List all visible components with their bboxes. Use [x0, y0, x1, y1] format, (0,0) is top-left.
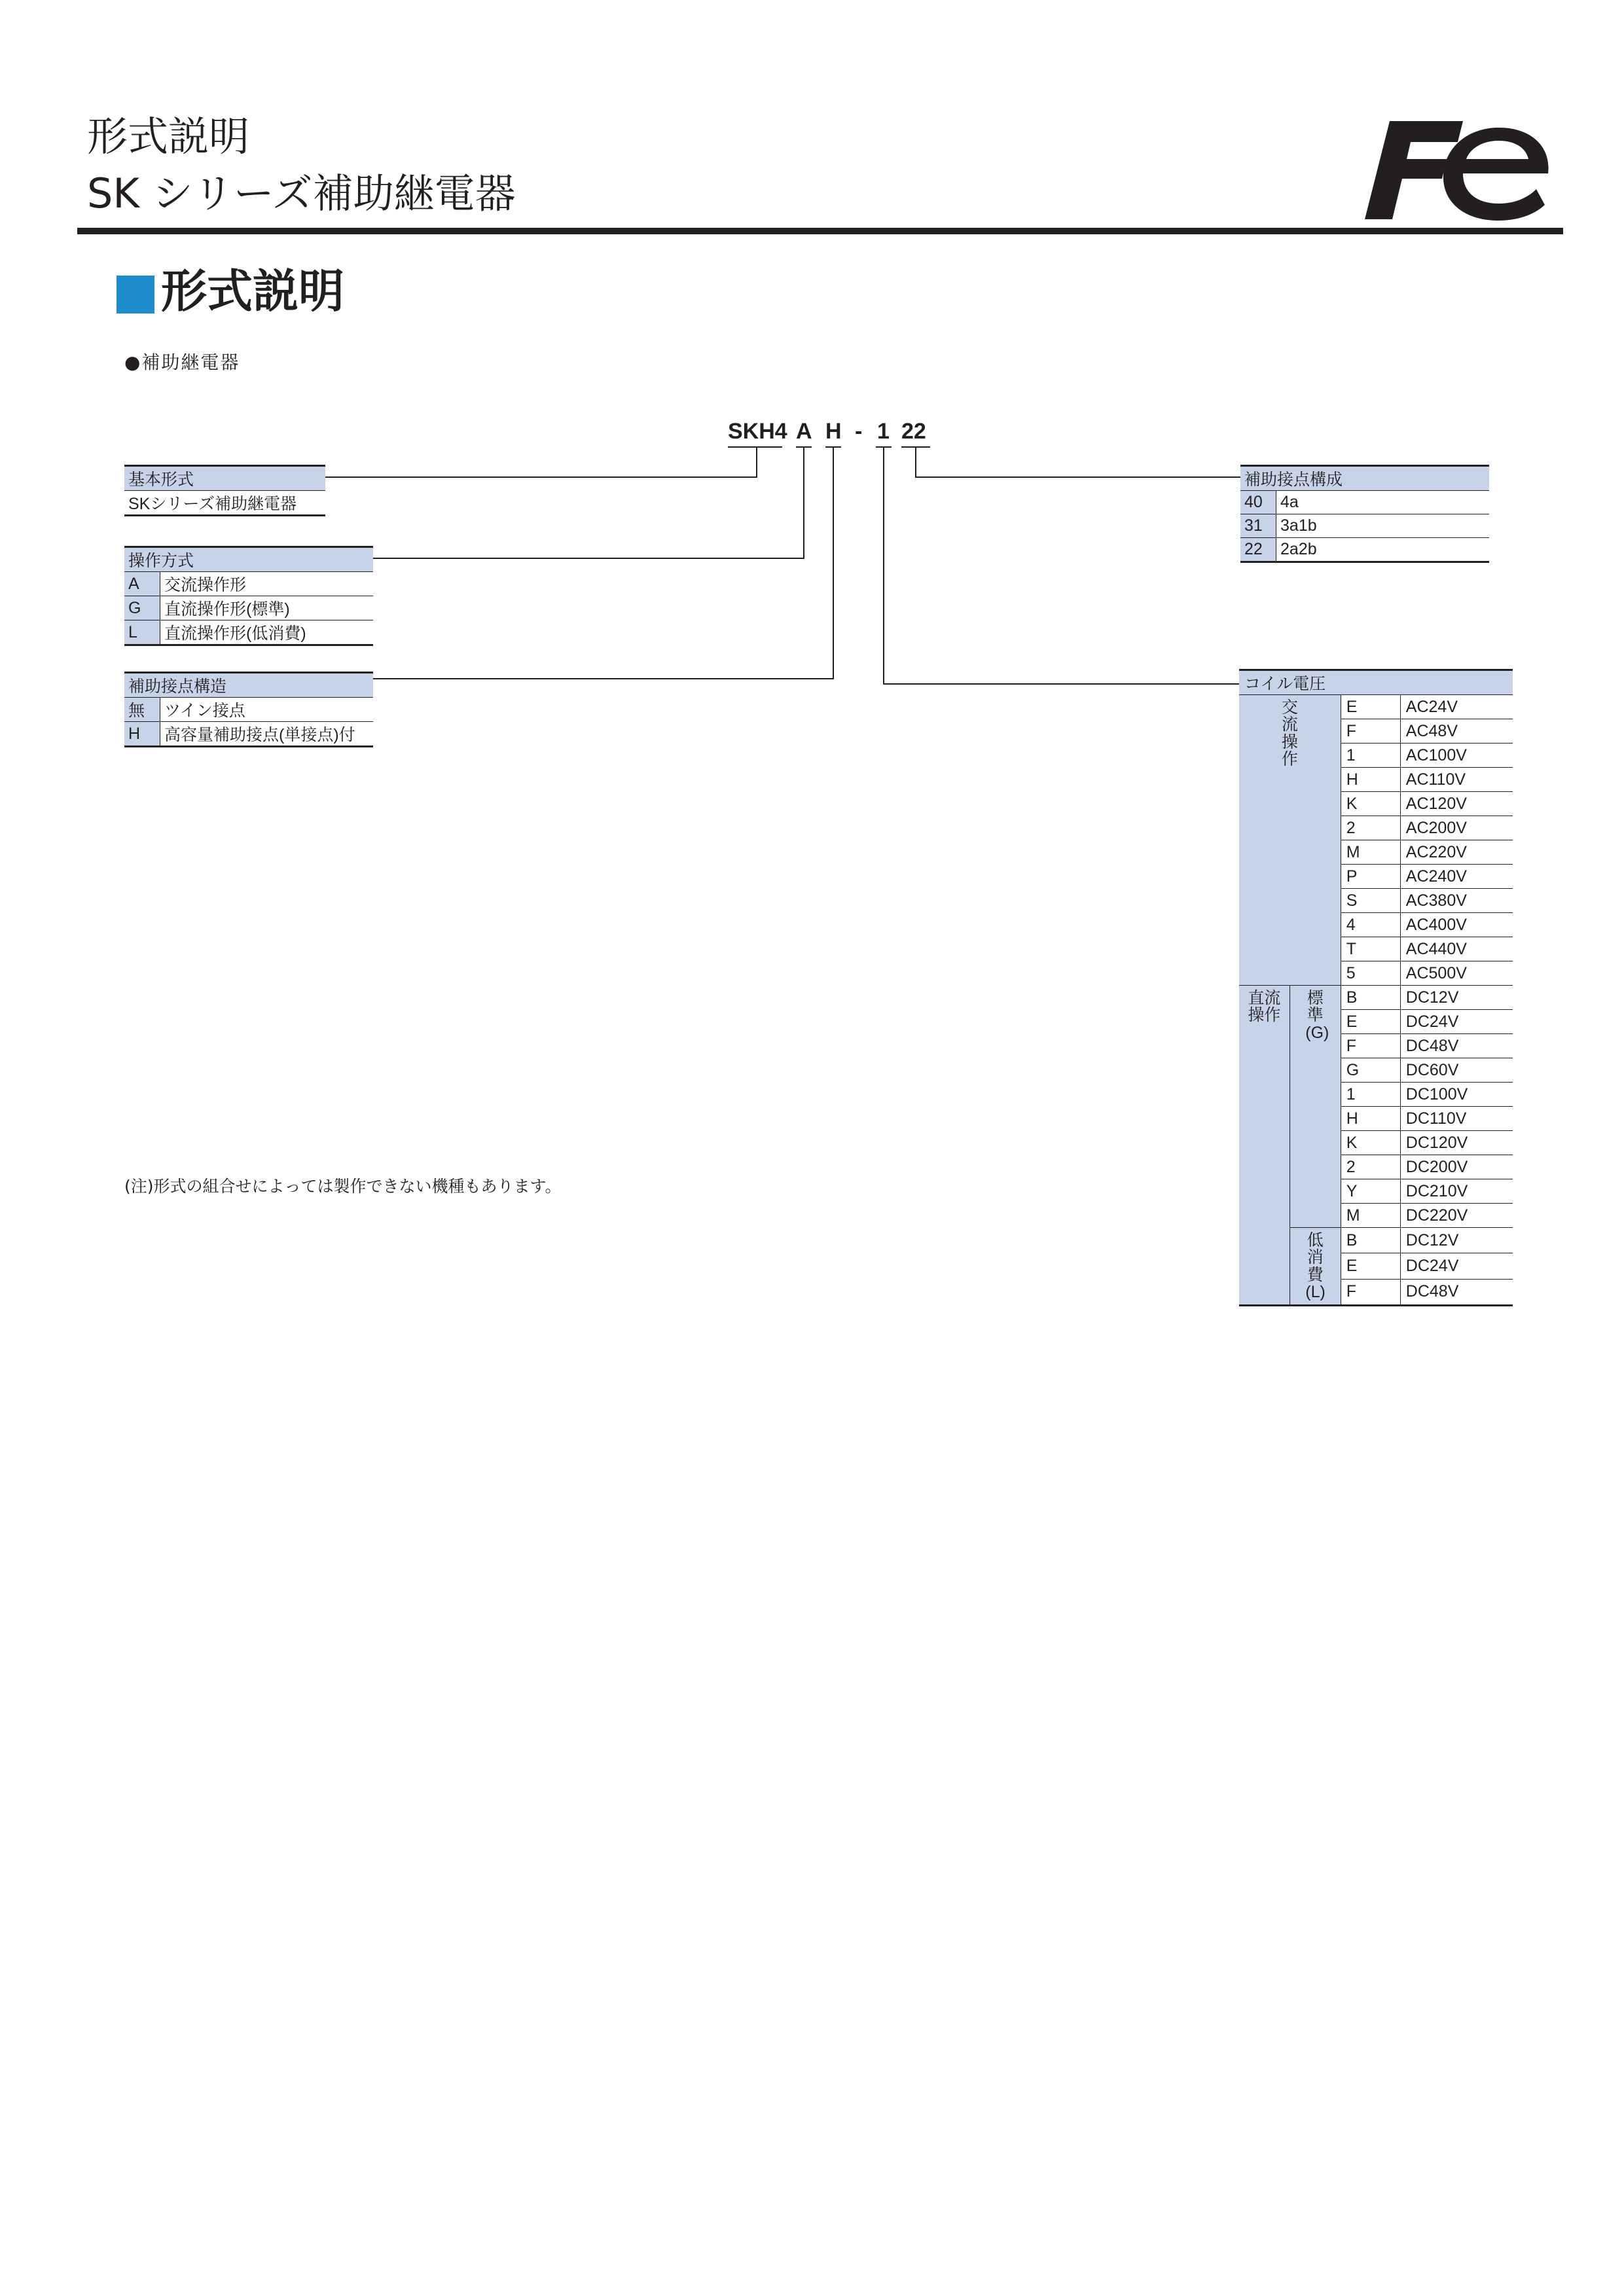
table-row: F DC48V [1239, 1279, 1513, 1305]
code-base: SKH4 [728, 419, 787, 444]
contact-structure-table [124, 672, 373, 747]
operation-table [124, 546, 373, 646]
basic-type-value: SKシリーズ補助継電器 [124, 491, 325, 516]
table-row: 2 DC200V [1239, 1155, 1513, 1179]
basic-type-table [124, 465, 325, 516]
connector-config [915, 448, 916, 478]
table-row: P AC240V [1239, 865, 1513, 889]
connector-coil [883, 448, 884, 685]
section-subtitle: ●補助継電器 [124, 351, 240, 373]
table-row: K AC120V [1239, 792, 1513, 816]
coil-voltage-table [1239, 669, 1513, 1306]
header-title-line2: SK シリーズ補助継電器 [87, 170, 516, 217]
code-contact-structure: H [825, 419, 842, 444]
table-row: E DC24V [1239, 1010, 1513, 1034]
connector-base [756, 448, 757, 478]
table-row: A 交流操作形 [124, 572, 373, 596]
table-row: Y DC210V [1239, 1179, 1513, 1204]
dc-standard-label: 標準(G) [1290, 986, 1341, 1228]
dc-low-consumption-label: 低消費(L) [1290, 1228, 1341, 1306]
table-row: F DC48V [1239, 1034, 1513, 1058]
contact-structure-header: 補助接点構造 [124, 673, 373, 698]
table-row: 無 ツイン接点 [124, 698, 373, 722]
table-row: K DC120V [1239, 1131, 1513, 1155]
table-row: H 高容量補助接点(単接点)付 [124, 722, 373, 747]
contact-config-header: 補助接点構成 [1240, 466, 1489, 491]
dc-operation-label: 直流操作 [1239, 986, 1290, 1306]
table-row: 40 4a [1240, 491, 1489, 514]
section-marker [117, 276, 154, 314]
table-row: L 直流操作形(低消費) [124, 620, 373, 645]
ac-operation-label: 交流操作 [1239, 695, 1341, 986]
table-row: S AC380V [1239, 889, 1513, 913]
table-row: 4 AC400V [1239, 913, 1513, 937]
basic-type-header: 基本形式 [124, 466, 325, 491]
table-row: G 直流操作形(標準) [124, 596, 373, 620]
table-row: E DC24V [1239, 1253, 1513, 1279]
footnote: (注)形式の組合せによっては製作できない機種もあります。 [124, 1177, 562, 1196]
code-coil: 1 [877, 419, 890, 444]
code-dash: - [855, 419, 863, 444]
header-rule [77, 228, 1563, 234]
table-row: F AC48V [1239, 719, 1513, 744]
connector-operation [803, 448, 804, 559]
table-row: G DC60V [1239, 1058, 1513, 1083]
operation-header: 操作方式 [124, 547, 373, 572]
code-contact-config: 22 [901, 419, 926, 444]
table-row: M AC220V [1239, 840, 1513, 865]
table-row: H DC110V [1239, 1107, 1513, 1131]
coil-header: コイル電圧 [1239, 670, 1513, 695]
table-row: M DC220V [1239, 1204, 1513, 1228]
section-title: 形式説明 [161, 264, 344, 318]
table-row: 2 AC200V [1239, 816, 1513, 840]
table-row: H AC110V [1239, 768, 1513, 792]
table-row: 直流操作 標準(G) B DC12V [1239, 986, 1513, 1010]
fe-logo [1365, 121, 1555, 223]
table-row: 低消費(L) B DC12V [1239, 1228, 1513, 1253]
table-row: 31 3a1b [1240, 514, 1489, 538]
table-row: 交流操作 E AC24V [1239, 695, 1513, 719]
code-base-underline [728, 446, 782, 448]
contact-config-table [1240, 465, 1489, 563]
code-operation: A [796, 419, 812, 444]
table-row: 22 2a2b [1240, 538, 1489, 562]
table-row: 1 AC100V [1239, 744, 1513, 768]
header-title-line1: 形式説明 [87, 113, 250, 160]
table-row: T AC440V [1239, 937, 1513, 961]
table-row: 1 DC100V [1239, 1083, 1513, 1107]
connector-structure [833, 448, 834, 679]
table-row: 5 AC500V [1239, 961, 1513, 986]
